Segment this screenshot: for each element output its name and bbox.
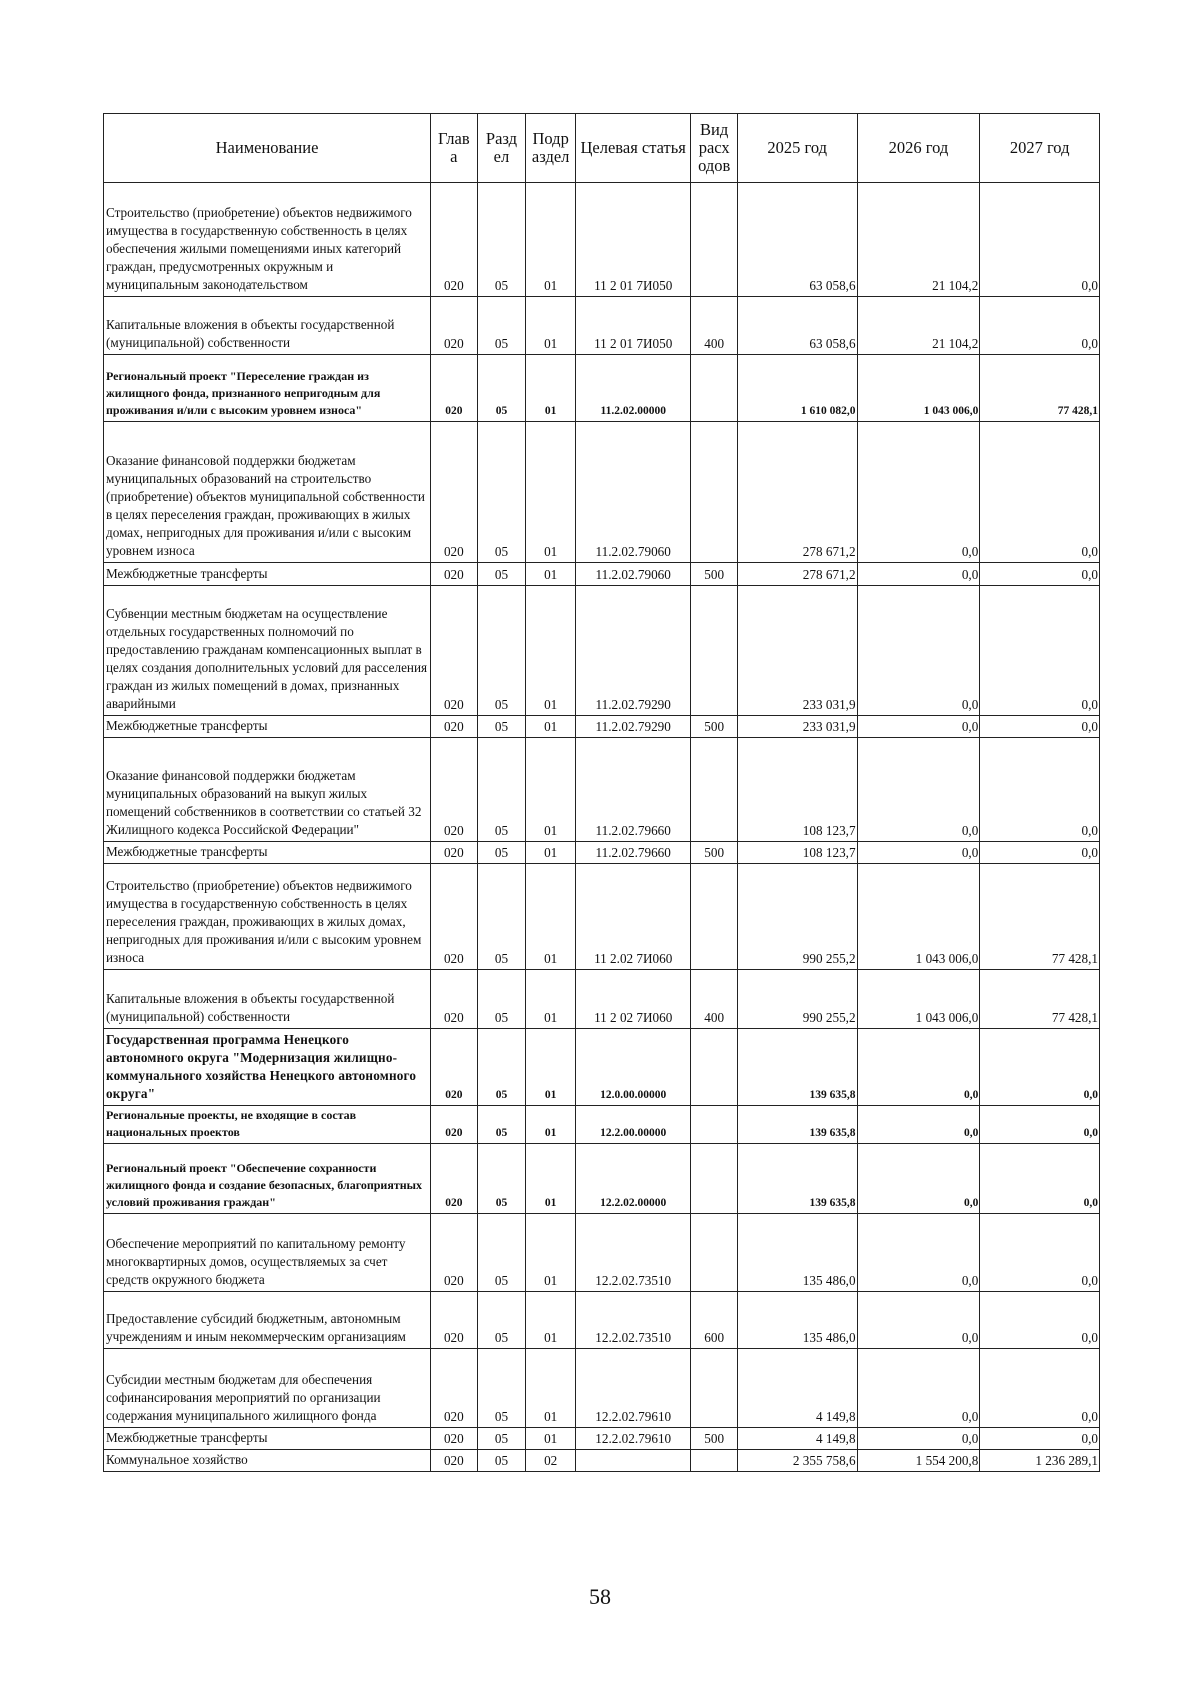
cell-razdel: 05 — [477, 297, 526, 355]
table-row — [104, 738, 1100, 842]
row-name-text: Межбюджетные трансферты — [106, 844, 268, 859]
header-vid-rashodov: Вид расх одов — [691, 114, 738, 183]
row-name-text: Обеспечение мероприятий по капитальному ремонту многоквартирных домов, осуществляемых за счет средств окружного бюджета — [106, 1236, 406, 1287]
cell-vid-rashodov — [691, 1144, 738, 1214]
cell-glava: 020 — [431, 1349, 478, 1428]
cell-amount-2025: 139 635,8 — [737, 1144, 857, 1214]
cell-tselevaya-statya: 11 2 01 7И050 — [576, 183, 691, 297]
cell-amount-2027: 0,0 — [980, 716, 1100, 738]
header-2025: 2025 год — [737, 114, 857, 183]
cell-razdel: 05 — [477, 1144, 526, 1214]
cell-vid-rashodov — [691, 183, 738, 297]
header-2027: 2027 год — [980, 114, 1100, 183]
cell-tselevaya-statya: 11.2.02.79290 — [576, 716, 691, 738]
row-name-text: Капитальные вложения в объекты государственной (муниципальной) собственности — [106, 991, 395, 1024]
cell-glava: 020 — [431, 1144, 478, 1214]
row-name-text: Строительство (приобретение) объектов недвижимого имущества в государственную собственность в целях переселения граждан, проживающих в жилых домах, непригодных для проживания и/или с высоким уровнем износа — [106, 878, 422, 965]
header-razdel: Разд ел — [477, 114, 526, 183]
row-name — [104, 738, 431, 842]
cell-razdel: 05 — [477, 422, 526, 563]
row-name — [104, 864, 431, 970]
table-row — [104, 1450, 1100, 1472]
row-name-text: Межбюджетные трансферты — [106, 1430, 268, 1445]
cell-razdel: 05 — [477, 970, 526, 1029]
cell-razdel: 05 — [477, 355, 526, 422]
cell-podrazdel: 01 — [526, 586, 576, 716]
cell-amount-2027: 0,0 — [980, 1214, 1100, 1292]
cell-razdel: 05 — [477, 1428, 526, 1450]
cell-podrazdel: 01 — [526, 422, 576, 563]
cell-tselevaya-statya: 11 2 02 7И060 — [576, 970, 691, 1029]
cell-tselevaya-statya: 11.2.02.79060 — [576, 563, 691, 586]
row-name-text: Строительство (приобретение) объектов недвижимого имущества в государственную собственность в целях обеспечения жилыми помещениями иных категорий граждан, предусмотренных окружным и муниципальным законодательством — [106, 205, 412, 292]
cell-amount-2027: 0,0 — [980, 738, 1100, 842]
table-row — [104, 422, 1100, 563]
table-row — [104, 864, 1100, 970]
row-name-text: Региональные проекты, не входящие в состав национальных проектов — [106, 1108, 357, 1139]
cell-razdel: 05 — [477, 563, 526, 586]
table-row — [104, 563, 1100, 586]
cell-amount-2027: 77 428,1 — [980, 864, 1100, 970]
table-row — [104, 183, 1100, 297]
cell-tselevaya-statya: 12.2.00.00000 — [576, 1106, 691, 1144]
cell-amount-2026: 0,0 — [857, 716, 980, 738]
cell-amount-2026: 1 043 006,0 — [857, 970, 980, 1029]
cell-vid-rashodov: 500 — [691, 1428, 738, 1450]
cell-glava: 020 — [431, 864, 478, 970]
cell-amount-2026: 1 043 006,0 — [857, 355, 980, 422]
table-row — [104, 1292, 1100, 1349]
row-name-text: Капитальные вложения в объекты государственной (муниципальной) собственности — [106, 317, 395, 350]
header-podrazdel: Подр аздел — [526, 114, 576, 183]
cell-tselevaya-statya: 12.2.02.73510 — [576, 1214, 691, 1292]
cell-podrazdel: 01 — [526, 1144, 576, 1214]
cell-tselevaya-statya: 12.2.02.79610 — [576, 1349, 691, 1428]
cell-razdel: 05 — [477, 1214, 526, 1292]
table-row — [104, 1144, 1100, 1214]
cell-amount-2027: 0,0 — [980, 183, 1100, 297]
table-row — [104, 297, 1100, 355]
cell-glava: 020 — [431, 1214, 478, 1292]
row-name-text: Предоставление субсидий бюджетным, автономным учреждениям и иным некоммерческим организациям — [106, 1311, 406, 1344]
row-name-text: Межбюджетные трансферты — [106, 566, 268, 581]
cell-amount-2025: 63 058,6 — [737, 297, 857, 355]
cell-razdel: 05 — [477, 864, 526, 970]
budget-table — [103, 113, 1100, 1472]
cell-glava: 020 — [431, 842, 478, 864]
cell-amount-2026: 21 104,2 — [857, 183, 980, 297]
cell-amount-2025: 278 671,2 — [737, 422, 857, 563]
cell-glava: 020 — [431, 297, 478, 355]
header-tselevaya-statya: Целевая статья — [576, 114, 691, 183]
page-number: 58 — [589, 1584, 611, 1609]
row-name — [104, 1106, 431, 1144]
cell-amount-2026: 0,0 — [857, 1292, 980, 1349]
table-row — [104, 355, 1100, 422]
cell-amount-2025: 139 635,8 — [737, 1106, 857, 1144]
cell-tselevaya-statya: 11.2.02.79660 — [576, 842, 691, 864]
header-name: Наименование — [104, 114, 431, 183]
table-header-row — [104, 114, 1100, 183]
cell-vid-rashodov — [691, 1106, 738, 1144]
cell-amount-2026: 1 554 200,8 — [857, 1450, 980, 1472]
cell-vid-rashodov — [691, 738, 738, 842]
cell-vid-rashodov — [691, 355, 738, 422]
cell-tselevaya-statya: 12.0.00.00000 — [576, 1029, 691, 1106]
row-name-text: Региональный проект "Обеспечение сохранности жилищного фонда и создание безопасных, благоприятных условий проживания граждан" — [106, 1161, 423, 1209]
table-row — [104, 1029, 1100, 1106]
cell-glava: 020 — [431, 716, 478, 738]
cell-amount-2027: 0,0 — [980, 1428, 1100, 1450]
cell-tselevaya-statya: 11.2.02.79660 — [576, 738, 691, 842]
cell-amount-2027: 0,0 — [980, 1292, 1100, 1349]
cell-amount-2027: 0,0 — [980, 297, 1100, 355]
row-name — [104, 1292, 431, 1349]
cell-glava: 020 — [431, 563, 478, 586]
cell-glava: 020 — [431, 1450, 478, 1472]
cell-podrazdel: 01 — [526, 1214, 576, 1292]
cell-podrazdel: 01 — [526, 563, 576, 586]
cell-amount-2026: 0,0 — [857, 738, 980, 842]
cell-amount-2026: 0,0 — [857, 563, 980, 586]
row-name-text: Оказание финансовой поддержки бюджетам муниципальных образований на выкуп жилых помещений собственников в соответствии со статьей 32 Жилищного кодекса Российской Федерации" — [106, 768, 422, 837]
budget-table-page — [103, 113, 1100, 1472]
table-row — [104, 1428, 1100, 1450]
cell-amount-2026: 0,0 — [857, 1428, 980, 1450]
cell-amount-2025: 135 486,0 — [737, 1214, 857, 1292]
row-name — [104, 1428, 431, 1450]
row-name-text: Региональный проект "Переселение граждан из жилищного фонда, признанного непригодным для проживания и/или с высоким уровнем износа" — [106, 369, 381, 417]
cell-amount-2025: 233 031,9 — [737, 716, 857, 738]
row-name — [104, 586, 431, 716]
cell-vid-rashodov: 400 — [691, 970, 738, 1029]
cell-glava: 020 — [431, 1428, 478, 1450]
cell-razdel: 05 — [477, 842, 526, 864]
cell-amount-2026: 0,0 — [857, 1144, 980, 1214]
cell-podrazdel: 01 — [526, 1292, 576, 1349]
cell-amount-2027: 0,0 — [980, 1029, 1100, 1106]
cell-amount-2027: 0,0 — [980, 1144, 1100, 1214]
cell-amount-2027: 0,0 — [980, 842, 1100, 864]
cell-amount-2027: 0,0 — [980, 586, 1100, 716]
cell-amount-2025: 1 610 082,0 — [737, 355, 857, 422]
cell-vid-rashodov — [691, 586, 738, 716]
cell-glava: 020 — [431, 183, 478, 297]
cell-glava: 020 — [431, 1106, 478, 1144]
cell-vid-rashodov — [691, 422, 738, 563]
cell-amount-2025: 233 031,9 — [737, 586, 857, 716]
cell-amount-2026: 0,0 — [857, 1029, 980, 1106]
header-glava: Глав а — [431, 114, 478, 183]
row-name-text: Субсидии местным бюджетам для обеспечения софинансирования мероприятий по организации содержания муниципального жилищного фонда — [106, 1372, 381, 1423]
cell-amount-2027: 0,0 — [980, 422, 1100, 563]
cell-amount-2027: 0,0 — [980, 563, 1100, 586]
cell-glava: 020 — [431, 355, 478, 422]
cell-vid-rashodov: 500 — [691, 563, 738, 586]
cell-amount-2027: 0,0 — [980, 1106, 1100, 1144]
table-row — [104, 1214, 1100, 1292]
row-name-text: Государственная программа Ненецкого автономного округа "Модернизация жилищно-коммунального хозяйства Ненецкого автономного округа" — [106, 1032, 417, 1101]
cell-tselevaya-statya: 12.2.02.00000 — [576, 1144, 691, 1214]
cell-podrazdel: 01 — [526, 355, 576, 422]
cell-vid-rashodov: 400 — [691, 297, 738, 355]
row-name — [104, 422, 431, 563]
cell-tselevaya-statya: 12.2.02.79610 — [576, 1428, 691, 1450]
cell-amount-2025: 278 671,2 — [737, 563, 857, 586]
cell-tselevaya-statya: 12.2.02.73510 — [576, 1292, 691, 1349]
cell-amount-2026: 0,0 — [857, 1106, 980, 1144]
cell-glava: 020 — [431, 586, 478, 716]
cell-razdel: 05 — [477, 1106, 526, 1144]
cell-amount-2025: 4 149,8 — [737, 1428, 857, 1450]
cell-razdel: 05 — [477, 183, 526, 297]
cell-razdel: 05 — [477, 716, 526, 738]
cell-podrazdel: 01 — [526, 1106, 576, 1144]
table-row — [104, 1106, 1100, 1144]
row-name — [104, 1450, 431, 1472]
cell-podrazdel: 01 — [526, 1029, 576, 1106]
cell-tselevaya-statya: 11 2.02 7И060 — [576, 864, 691, 970]
cell-vid-rashodov: 600 — [691, 1292, 738, 1349]
table-row — [104, 970, 1100, 1029]
row-name — [104, 716, 431, 738]
cell-razdel: 05 — [477, 1450, 526, 1472]
cell-podrazdel: 01 — [526, 297, 576, 355]
row-name — [104, 970, 431, 1029]
row-name — [104, 183, 431, 297]
cell-amount-2027: 77 428,1 — [980, 970, 1100, 1029]
cell-amount-2026: 0,0 — [857, 1349, 980, 1428]
cell-tselevaya-statya — [576, 1450, 691, 1472]
cell-podrazdel: 01 — [526, 1349, 576, 1428]
cell-podrazdel: 01 — [526, 842, 576, 864]
row-name — [104, 842, 431, 864]
cell-tselevaya-statya: 11.2.02.79060 — [576, 422, 691, 563]
cell-vid-rashodov — [691, 1450, 738, 1472]
row-name — [104, 1144, 431, 1214]
cell-amount-2025: 63 058,6 — [737, 183, 857, 297]
cell-amount-2027: 1 236 289,1 — [980, 1450, 1100, 1472]
cell-glava: 020 — [431, 422, 478, 563]
row-name-text: Оказание финансовой поддержки бюджетам муниципальных образований на строительство (приобретение) объектов муниципальной собственности в целях переселения граждан, проживающих в жилых домах, непригодных для проживания и/или с высоким уровнем износа — [106, 453, 425, 558]
cell-amount-2025: 135 486,0 — [737, 1292, 857, 1349]
cell-razdel: 05 — [477, 1029, 526, 1106]
table-row — [104, 586, 1100, 716]
cell-vid-rashodov — [691, 1214, 738, 1292]
cell-amount-2026: 0,0 — [857, 1214, 980, 1292]
row-name — [104, 355, 431, 422]
table-row — [104, 1349, 1100, 1428]
cell-podrazdel: 01 — [526, 716, 576, 738]
cell-amount-2027: 0,0 — [980, 1349, 1100, 1428]
cell-amount-2025: 990 255,2 — [737, 864, 857, 970]
cell-vid-rashodov — [691, 1349, 738, 1428]
cell-tselevaya-statya: 11.2.02.00000 — [576, 355, 691, 422]
row-name-text: Субвенции местным бюджетам на осуществление отдельных государственных полномочий по предоставлению гражданам компенсационных выплат в целях создания дополнительных условий для расселения граждан из жилых помещений в домах, признанных аварийными — [106, 606, 428, 711]
cell-podrazdel: 01 — [526, 864, 576, 970]
cell-amount-2026: 1 043 006,0 — [857, 864, 980, 970]
cell-amount-2026: 0,0 — [857, 842, 980, 864]
cell-podrazdel: 01 — [526, 1428, 576, 1450]
row-name-text: Межбюджетные трансферты — [106, 718, 268, 733]
cell-podrazdel: 01 — [526, 970, 576, 1029]
cell-amount-2025: 108 123,7 — [737, 842, 857, 864]
row-name — [104, 297, 431, 355]
header-2026: 2026 год — [857, 114, 980, 183]
cell-razdel: 05 — [477, 1292, 526, 1349]
cell-amount-2025: 990 255,2 — [737, 970, 857, 1029]
cell-vid-rashodov — [691, 1029, 738, 1106]
row-name — [104, 1214, 431, 1292]
table-body — [104, 183, 1100, 1472]
table-row — [104, 716, 1100, 738]
cell-podrazdel: 02 — [526, 1450, 576, 1472]
row-name-text: Коммунальное хозяйство — [106, 1452, 248, 1467]
cell-glava: 020 — [431, 1029, 478, 1106]
row-name — [104, 1349, 431, 1428]
cell-amount-2026: 21 104,2 — [857, 297, 980, 355]
cell-glava: 020 — [431, 738, 478, 842]
cell-tselevaya-statya: 11.2.02.79290 — [576, 586, 691, 716]
cell-razdel: 05 — [477, 1349, 526, 1428]
cell-vid-rashodov: 500 — [691, 716, 738, 738]
cell-amount-2025: 139 635,8 — [737, 1029, 857, 1106]
cell-razdel: 05 — [477, 586, 526, 716]
cell-glava: 020 — [431, 1292, 478, 1349]
cell-amount-2025: 4 149,8 — [737, 1349, 857, 1428]
row-name — [104, 1029, 431, 1106]
cell-vid-rashodov: 500 — [691, 842, 738, 864]
cell-vid-rashodov — [691, 864, 738, 970]
row-name — [104, 563, 431, 586]
cell-amount-2025: 2 355 758,6 — [737, 1450, 857, 1472]
cell-glava: 020 — [431, 970, 478, 1029]
cell-razdel: 05 — [477, 738, 526, 842]
cell-amount-2026: 0,0 — [857, 422, 980, 563]
cell-tselevaya-statya: 11 2 01 7И050 — [576, 297, 691, 355]
cell-amount-2026: 0,0 — [857, 586, 980, 716]
cell-podrazdel: 01 — [526, 183, 576, 297]
cell-amount-2025: 108 123,7 — [737, 738, 857, 842]
table-row — [104, 842, 1100, 864]
cell-podrazdel: 01 — [526, 738, 576, 842]
cell-amount-2027: 77 428,1 — [980, 355, 1100, 422]
